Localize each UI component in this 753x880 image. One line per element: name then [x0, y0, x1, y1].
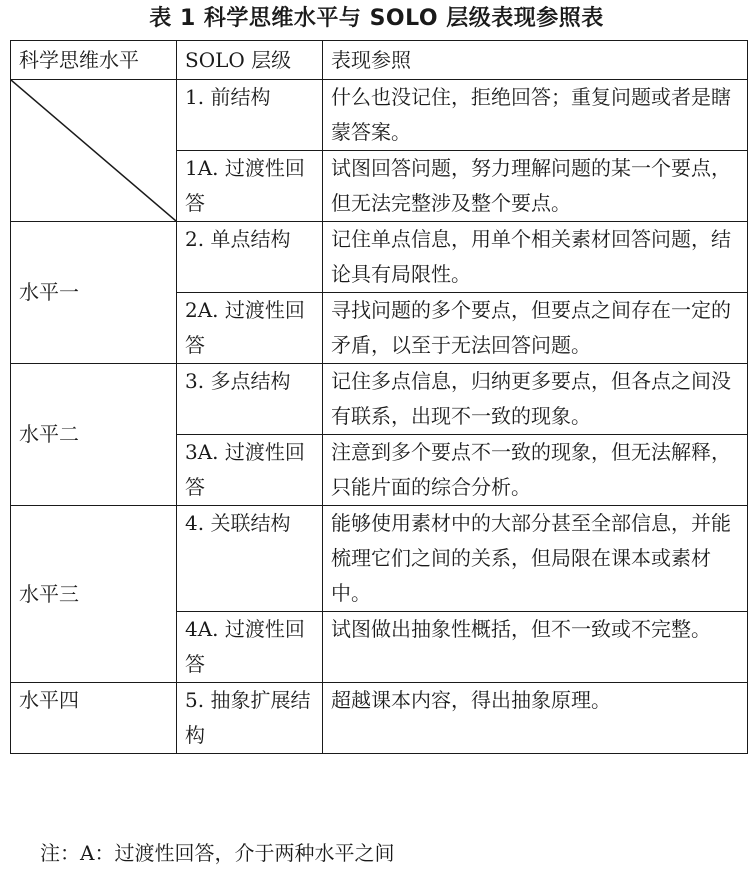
header-thinking-level: 科学思维水平 — [11, 41, 177, 80]
thinking-level-cell: 水平一 — [11, 222, 177, 364]
performance-cell: 注意到多个要点不一致的现象，但无法解释，只能片面的综合分析。 — [323, 435, 748, 506]
table-header-row — [11, 41, 748, 80]
performance-cell: 超越课本内容，得出抽象原理。 — [323, 683, 748, 754]
performance-cell: 什么也没记住，拒绝回答；重复问题或者是瞎蒙答案。 — [323, 80, 748, 151]
solo-level-cell: 1A. 过渡性回答 — [177, 151, 323, 222]
solo-level-cell: 4. 关联结构 — [177, 506, 323, 612]
header-performance-reference: 表现参照 — [323, 41, 748, 80]
performance-cell: 试图做出抽象性概括，但不一致或不完整。 — [323, 612, 748, 683]
table-footnote: 注：A：过渡性回答，介于两种水平之间 — [40, 841, 395, 865]
solo-level-cell: 2. 单点结构 — [177, 222, 323, 293]
table-row — [11, 364, 748, 435]
solo-level-cell: 4A. 过渡性回答 — [177, 612, 323, 683]
solo-level-cell: 2A. 过渡性回答 — [177, 293, 323, 364]
table-row — [11, 506, 748, 612]
solo-reference-table — [10, 40, 748, 754]
thinking-level-cell: 水平二 — [11, 364, 177, 506]
performance-cell: 寻找问题的多个要点，但要点之间存在一定的矛盾，以至于无法回答问题。 — [323, 293, 748, 364]
table-row — [11, 222, 748, 293]
table-row — [11, 80, 748, 151]
solo-level-cell: 3. 多点结构 — [177, 364, 323, 435]
thinking-level-cell: 水平四 — [11, 683, 177, 754]
header-solo-level: SOLO 层级 — [177, 41, 323, 80]
performance-cell: 记住单点信息，用单个相关素材回答问题，结论具有局限性。 — [323, 222, 748, 293]
performance-cell: 记住多点信息，归纳更多要点，但各点之间没有联系，出现不一致的现象。 — [323, 364, 748, 435]
table-caption: 表 1 科学思维水平与 SOLO 层级表现参照表 — [149, 6, 604, 31]
thinking-level-cell: 水平三 — [11, 506, 177, 683]
diagonal-empty-cell — [11, 80, 177, 222]
solo-level-cell: 1. 前结构 — [177, 80, 323, 151]
diagonal-line-icon — [11, 80, 176, 221]
solo-level-cell: 5. 抽象扩展结构 — [177, 683, 323, 754]
performance-cell: 能够使用素材中的大部分甚至全部信息，并能梳理它们之间的关系，但局限在课本或素材中。 — [323, 506, 748, 612]
performance-cell: 试图回答问题，努力理解问题的某一个要点，但无法完整涉及整个要点。 — [323, 151, 748, 222]
solo-level-cell: 3A. 过渡性回答 — [177, 435, 323, 506]
table-row — [11, 683, 748, 754]
